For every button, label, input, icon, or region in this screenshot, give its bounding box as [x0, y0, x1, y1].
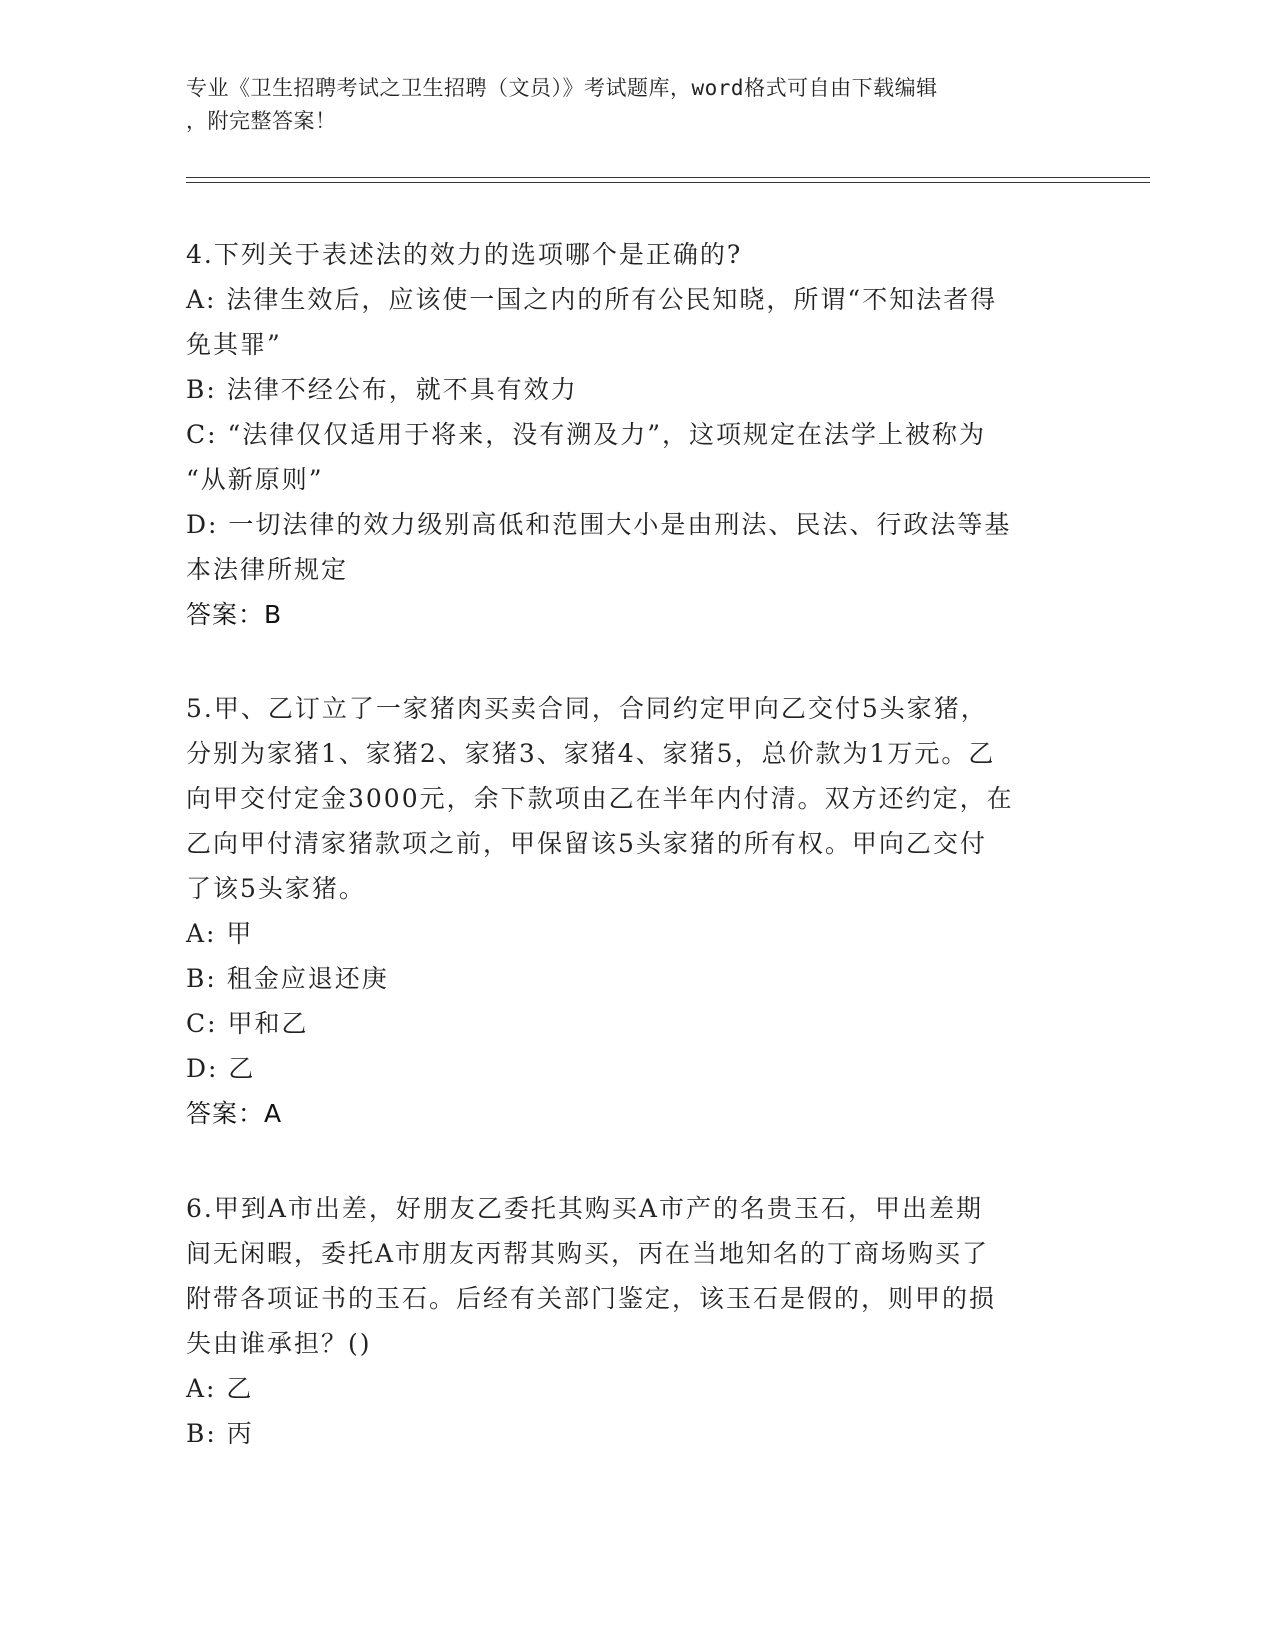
- header-line-1: 专业《卫生招聘考试之卫生招聘（文员）》考试题库，word格式可自由下载编辑: [186, 76, 938, 100]
- question-5-option-b: B: 租金应退还庚: [186, 964, 389, 993]
- question-4-option-a-cont: 免其罪”: [186, 330, 282, 359]
- question-4-option-d: D: 一切法律的效力级别高低和范围大小是由刑法、民法、行政法等基: [186, 510, 1012, 539]
- question-6-stem-line-3: 附带各项证书的玉石。后经有关部门鉴定，该玉石是假的，则甲的损: [186, 1284, 997, 1313]
- question-4-option-d-cont: 本法律所规定: [186, 555, 349, 584]
- question-5-stem-line-1: 5.甲、乙订立了一家猪肉买卖合同，合同约定甲向乙交付5头家猪，: [186, 694, 988, 723]
- question-4: [186, 232, 1076, 637]
- question-5-stem-line-4: 乙向甲付清家猪款项之前，甲保留该5头家猪的所有权。甲向乙交付: [186, 829, 987, 858]
- question-5-stem-line-3: 向甲交付定金3000元，余下款项由乙在半年内付清。双方还约定，在: [186, 784, 1014, 813]
- question-5-option-a: A: 甲: [186, 919, 254, 948]
- question-4-answer: 答案：B: [186, 600, 283, 629]
- question-6-option-b: B: 丙: [186, 1419, 254, 1448]
- question-4-option-c-cont: “从新原则”: [186, 465, 324, 494]
- question-4-option-c: C: “法律仅仅适用于将来，没有溯及力”，这项规定在法学上被称为: [186, 420, 987, 449]
- question-6-stem-line-1: 6.甲到A市出差，好朋友乙委托其购买A市产的名贵玉石，甲出差期: [186, 1194, 983, 1223]
- question-6-stem-line-2: 间无闲暇，委托A市朋友丙帮其购买，丙在当地知名的丁商场购买了: [186, 1239, 990, 1268]
- header-line-2: ，附完整答案！: [186, 109, 337, 133]
- question-4-option-b: B: 法律不经公布，就不具有效力: [186, 375, 578, 404]
- question-5-stem-line-2: 分别为家猪1、家猪2、家猪3、家猪4、家猪5，总价款为1万元。乙: [186, 739, 996, 768]
- question-4-stem: 4.下列关于表述法的效力的选项哪个是正确的?: [186, 240, 743, 269]
- question-6-option-a: A: 乙: [186, 1374, 254, 1403]
- question-6: [186, 1186, 1076, 1456]
- question-5-answer: 答案：A: [186, 1099, 283, 1128]
- question-5-stem-line-5: 了该5头家猪。: [186, 874, 366, 903]
- question-5-option-c: C: 甲和乙: [186, 1009, 309, 1038]
- header-divider-top: [186, 177, 1150, 178]
- question-5-option-d: D: 乙: [186, 1054, 256, 1083]
- document-header: [186, 72, 1066, 138]
- question-4-option-a: A: 法律生效后，应该使一国之内的所有公民知晓，所谓“不知法者得: [186, 285, 998, 314]
- header-divider-bottom: [186, 182, 1150, 183]
- question-6-stem-line-4: 失由谁承担？(): [186, 1329, 372, 1358]
- question-5: [186, 686, 1076, 1136]
